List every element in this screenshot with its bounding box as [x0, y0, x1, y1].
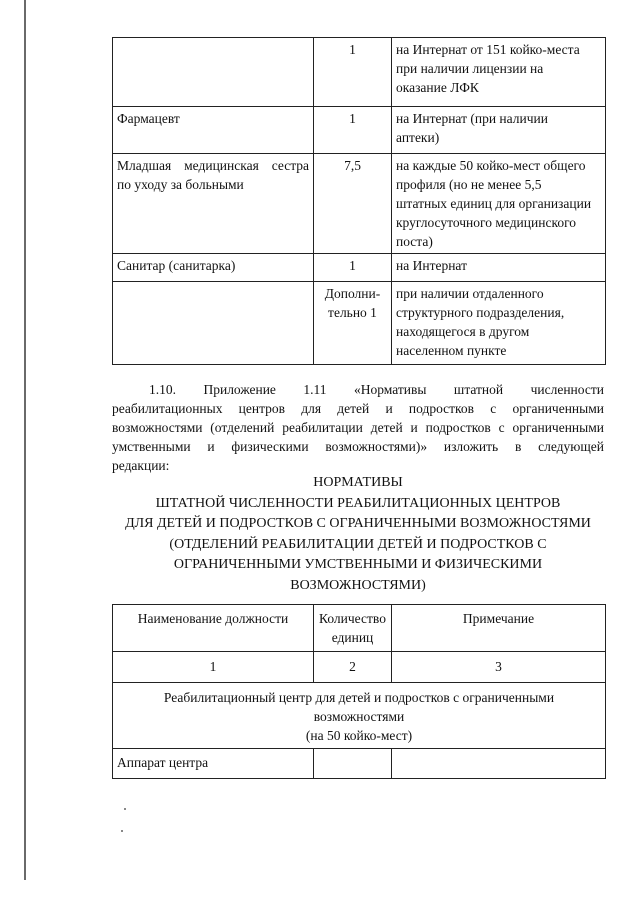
table-row [113, 107, 606, 154]
count-cell: 1 [314, 254, 392, 282]
column-number: 2 [314, 652, 392, 683]
table-row [113, 154, 606, 254]
heading-line: НОРМАТИВЫ [313, 475, 403, 490]
paragraph-line: реабилитационных центров для детей и подростков с органиченными [112, 401, 604, 416]
scan-dot [124, 808, 126, 810]
paragraph-line: умственными и физическими возможностями)» изложить в следующей [112, 439, 604, 454]
table-header-row [113, 605, 606, 652]
section-title-cell: Реабилитационный центр для детей и подростков с ограниченными возможностями (на 50 койко-мест) [113, 683, 606, 749]
table-number-row [113, 652, 606, 683]
table-row [113, 254, 606, 282]
column-number: 3 [392, 652, 606, 683]
count-cell [314, 749, 392, 779]
scan-left-edge [24, 0, 26, 880]
note-cell: на Интернат [392, 254, 606, 282]
paragraph-line: 1.10. Приложение 1.11 «Нормативы штатной численности [149, 382, 604, 397]
table-section-row [113, 683, 606, 749]
staff-norms-table [112, 604, 606, 779]
heading-line: ВОЗМОЖНОСТЯМИ) [290, 577, 426, 593]
paragraph-line: возможностями (отделений реабилитации детей и подростков с органиченными [112, 420, 604, 435]
note-cell: на Интернат (при наличии аптеки) [392, 107, 606, 154]
position-cell: Фармацевт [113, 107, 314, 154]
header-position: Наименование должности [113, 605, 314, 652]
count-cell: Дополни- тельно 1 [314, 282, 392, 365]
amendment-paragraph [112, 380, 604, 475]
position-cell: Санитар (санитарка) [113, 254, 314, 282]
scan-dot [121, 830, 123, 832]
note-cell [392, 749, 606, 779]
staff-table-continued [112, 37, 606, 365]
column-number: 1 [113, 652, 314, 683]
count-cell: 1 [314, 107, 392, 154]
count-cell: 7,5 [314, 154, 392, 254]
heading-line: ШТАТНОЙ ЧИСЛЕННОСТИ РЕАБИЛИТАЦИОННЫХ ЦЕНТРОВ [155, 495, 561, 511]
header-note: Примечание [392, 605, 606, 652]
header-count: Количество единиц [314, 605, 392, 652]
count-cell: 1 [314, 38, 392, 107]
heading-line: ОГРАНИЧЕННЫМИ УМСТВЕННЫМИ И ФИЗИЧЕСКИМИ [173, 557, 543, 572]
position-cell: Аппарат центра [113, 749, 314, 779]
note-cell: при наличии отдаленного структурного подразделения, находящегося в другом населенном пункте [392, 282, 606, 365]
document-heading [108, 473, 608, 596]
note-cell: на Интернат от 151 койко-места при наличии лицензии на оказание ЛФК [392, 38, 606, 107]
position-cell [113, 38, 314, 107]
paragraph-line: редакции: [112, 458, 170, 473]
table-row [113, 282, 606, 365]
table-row [113, 749, 606, 779]
heading-line: ДЛЯ ДЕТЕЙ И ПОДРОСТКОВ С ОГРАНИЧЕННЫМИ ВОЗМОЖНОСТЯМИ [125, 516, 591, 531]
heading-line: (ОТДЕЛЕНИЙ РЕАБИЛИТАЦИИ ДЕТЕЙ И ПОДРОСТКОВ С [169, 536, 547, 552]
note-cell: на каждые 50 койко-мест общего профиля (но не менее 5,5 штатных единиц для организации круглосуточного медицинского поста) [392, 154, 606, 254]
position-cell: Младшая медицинская сестра по уходу за больными [113, 154, 314, 254]
position-cell [113, 282, 314, 365]
table-row [113, 38, 606, 107]
